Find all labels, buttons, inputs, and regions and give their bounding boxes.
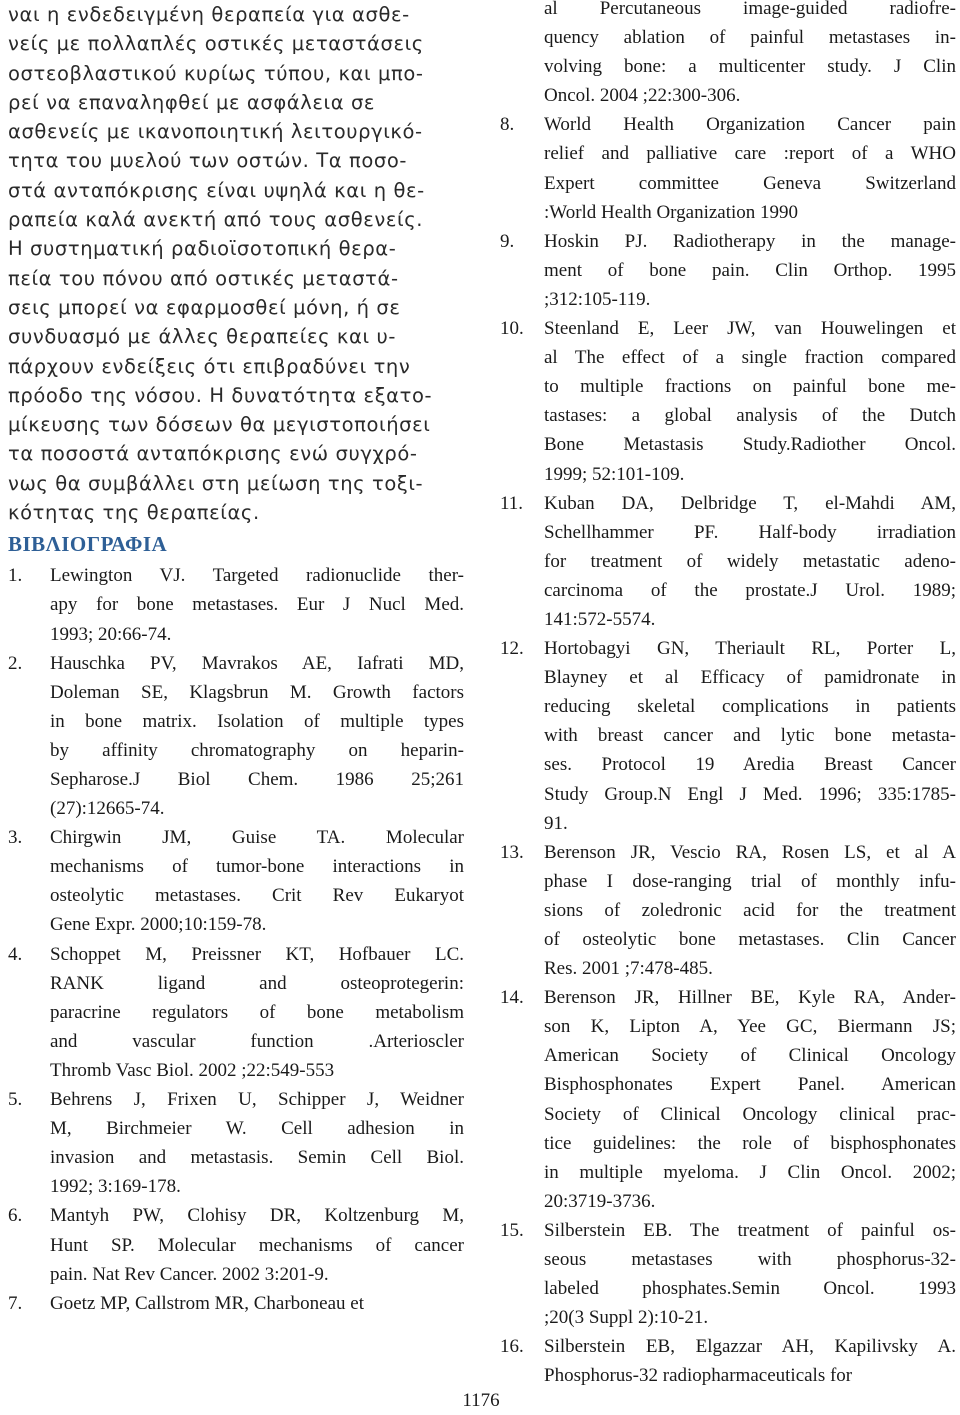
reference-item [8, 561, 464, 648]
reference-line: Gene Expr. 2000;10:159-78. [50, 914, 267, 936]
reference-text [50, 1289, 464, 1318]
reference-line: ;312:105-119. [544, 288, 651, 310]
reference-number: 7. [8, 1292, 23, 1314]
body-line: πεία του πόνου από οστικές μεταστά- [8, 266, 399, 290]
reference-item [500, 110, 956, 226]
reference-item [8, 1085, 464, 1201]
reference-text [544, 110, 956, 226]
reference-line: seous metastases with phosphorus-32- [544, 1249, 956, 1271]
reference-line: Hauschka PV, Mavrakos AE, Iafrati MD, [50, 652, 464, 674]
reference-line: Phosphorus-32 radiopharmaceuticals for [544, 1365, 853, 1387]
reference-line: mechanisms of tumor-bone interactions in [50, 856, 464, 878]
continuation-line: al Percutaneous image-guided radiofre- [544, 0, 956, 19]
body-line: πρόοδο της νόσου. Η δυνατότητα εξατο- [8, 383, 433, 407]
reference-line: Lewington VJ. Targeted radionuclide ther- [50, 565, 464, 587]
reference-line: to multiple fractions on painful bone me- [544, 376, 956, 398]
reference-number: 8. [500, 114, 515, 136]
reference-line: RANK ligand and osteoprotegerin: [50, 972, 464, 994]
reference-list-left [8, 561, 464, 1317]
reference-line: tice guidelines: the role of bisphosphonates [544, 1132, 956, 1154]
body-line: ναι η ενδεδειγμένη θεραπεία για ασθε- [8, 3, 410, 26]
reference-number: 6. [8, 1205, 23, 1227]
reference-number: 12. [500, 638, 524, 660]
reference-number: 2. [8, 652, 23, 674]
reference-number: 16. [500, 1336, 524, 1358]
reference-line: sions of zoledronic acid for the treatment [544, 899, 956, 921]
reference-line: World Health Organization Cancer pain [544, 114, 956, 136]
reference-number: 9. [500, 230, 515, 252]
reference-line: Society of Clinical Oncology clinical prac- [544, 1103, 956, 1125]
reference-line: in multiple myeloma. J Clin Oncol. 2002; [544, 1161, 956, 1183]
reference-item [500, 314, 956, 489]
reference-line: Behrens J, Frixen U, Schipper J, Weidner [50, 1089, 464, 1111]
reference-item [8, 649, 464, 824]
reference-item [500, 838, 956, 983]
reference-item [8, 1289, 464, 1318]
reference-line: tastases: a global analysis of the Dutch [544, 405, 956, 427]
reference-text [50, 1201, 464, 1288]
body-line: νείς με πολλαπλές οστικές μεταστάσεις [8, 32, 424, 56]
reference-line: carcinoma of the prostate.J Urol. 1989; [544, 579, 956, 601]
reference-number: 3. [8, 827, 23, 849]
reference-line: Doleman SE, Klagsbrun M. Growth factors [50, 681, 464, 703]
reference-text [50, 1085, 464, 1201]
reference-line: son K, Lipton A, Yee GC, Biermann JS; [544, 1016, 956, 1038]
reference-text [544, 1216, 956, 1332]
reference-line: Study Group.N Engl J Med. 1996; 335:1785- [544, 783, 956, 805]
body-line: οστεοβλαστικού κυρίως τύπου, και μπο- [8, 61, 424, 85]
reference-line: Hortobagyi GN, Theriault RL, Porter L, [544, 638, 956, 660]
reference-line: ses. Protocol 19 Aredia Breast Cancer [544, 754, 956, 776]
reference-text [544, 314, 956, 489]
reference-line: Sepharose.J Biol Chem. 1986 25;261 [50, 769, 464, 790]
reference-line: Steenland E, Leer JW, van Houwelingen et [544, 318, 956, 340]
reference-line: and vascular function .Arterioscler [50, 1030, 464, 1052]
reference-line: with breast cancer and lytic bone metasta- [544, 725, 956, 747]
reference-text [544, 227, 956, 314]
page-number: 1176 [462, 1390, 500, 1411]
reference-item [500, 489, 956, 634]
reference-line: apy for bone metastases. Eur J Nucl Med. [50, 594, 464, 616]
reference-line: Silberstein EB. The treatment of painful os- [544, 1219, 956, 1241]
reference-item [500, 634, 956, 838]
body-line: ασθενείς με ικανοποιητική λειτουργικό- [8, 120, 423, 144]
reference-number: 4. [8, 943, 23, 965]
reference-text [544, 489, 956, 634]
reference-number: 13. [500, 841, 524, 863]
reference-line: Chirgwin JM, Guise TA. Molecular [50, 827, 464, 849]
reference-line: :World Health Organization 1990 [544, 201, 799, 223]
reference-text [544, 838, 956, 983]
body-line: σεις μπορεί να εφαρμοσθεί μόνη, ή σε [8, 295, 401, 319]
body-line: μίκευσης των δόσεων θα μεγιστοποιήσει [8, 413, 431, 437]
reference-number: 15. [500, 1219, 524, 1241]
reference-line: Hoskin PJ. Radiotherapy in the manage- [544, 230, 956, 252]
reference-line: Blayney et al Efficacy of pamidronate in [544, 667, 956, 689]
reference-line: ment of bone pain. Clin Orthop. 1995 [544, 259, 956, 281]
reference-number: 11. [500, 492, 524, 514]
reference-line: by affinity chromatography on heparin- [50, 739, 464, 761]
reference-list-right [500, 110, 956, 1390]
reference-number: 1. [8, 565, 23, 587]
body-paragraph [8, 0, 464, 527]
reference-number: 5. [8, 1089, 23, 1111]
body-line: νως θα συμβάλλει στη μείωση της τοξι- [8, 471, 424, 495]
reference-item [8, 1201, 464, 1288]
reference-item [500, 227, 956, 314]
reference-line: reducing skeletal complications in patients [544, 696, 956, 718]
reference-continuation [500, 0, 956, 110]
reference-line: Goetz MP, Callstrom MR, Charboneau et [50, 1292, 364, 1314]
reference-number: 14. [500, 987, 524, 1009]
reference-text [544, 983, 956, 1216]
reference-line: 1993; 20:66-74. [50, 623, 172, 645]
body-line: πάρχουν ενδείξεις ότι επιβραδύνει την [8, 354, 411, 378]
body-line: ρεί να επαναληφθεί με ασφάλεια σε [8, 90, 376, 114]
reference-text [544, 1332, 956, 1390]
reference-line: relief and palliative care :report of a WHO [544, 143, 956, 165]
reference-line: ;20(3 Suppl 2):10-21. [544, 1307, 709, 1329]
reference-text [544, 634, 956, 838]
reference-line: Expert committee Geneva Switzerland [544, 172, 956, 194]
reference-line: osteolytic metastases. Crit Rev Eukaryot [50, 885, 464, 907]
reference-line: Berenson JR, Vescio RA, Rosen LS, et al A [544, 841, 956, 863]
body-line: Η συστηματική ραδιοϊσοτοπική θερα- [8, 237, 397, 261]
body-line: τα ποσοστά ανταπόκρισης ενώ συγχρό- [8, 442, 418, 466]
reference-text [50, 561, 464, 648]
reference-line: 1999; 52:101-109. [544, 463, 685, 485]
reference-text [50, 649, 464, 824]
reference-line: pain. Nat Rev Cancer. 2002 3:201-9. [50, 1263, 329, 1285]
reference-line: Bone Metastasis Study.Radiother Oncol. [544, 434, 956, 456]
reference-text [50, 823, 464, 939]
continuation-line: volving bone: a multicenter study. J Clin [544, 56, 956, 78]
reference-line: Thromb Vasc Biol. 2002 ;22:549-553 [50, 1059, 335, 1081]
reference-item [8, 823, 464, 939]
body-line: ραπεία καλά ανεκτή από τους ασθενείς. [8, 208, 424, 232]
reference-line: Berenson JR, Hillner BE, Kyle RA, Ander- [544, 987, 956, 1009]
reference-line: Res. 2001 ;7:478-485. [544, 958, 713, 980]
reference-item [500, 1332, 956, 1390]
reference-line: in bone matrix. Isolation of multiple types [50, 710, 464, 732]
reference-line: 20:3719-3736. [544, 1190, 656, 1212]
reference-line: paracrine regulators of bone metabolism [50, 1001, 464, 1023]
right-column [500, 0, 956, 1391]
reference-line: Schellhammer PF. Half-body irradiation [544, 521, 956, 543]
reference-line: invasion and metastasis. Semin Cell Biol. [50, 1147, 464, 1169]
reference-line: (27):12665-74. [50, 798, 165, 820]
reference-line: Hunt SP. Molecular mechanisms of cancer [50, 1234, 464, 1256]
body-line: συνδυασμό με άλλες θεραπείες και υ- [8, 325, 396, 349]
reference-item [500, 1216, 956, 1332]
reference-line: Silberstein EB, Elgazzar AH, Kapilivsky A. [544, 1336, 956, 1358]
reference-item [8, 940, 464, 1085]
reference-line: 1992; 3:169-178. [50, 1176, 181, 1198]
reference-line: 91. [544, 812, 568, 834]
body-line: κότητας της θεραπείας. [8, 501, 260, 525]
reference-line: Kuban DA, Delbridge T, el-Mahdi AM, [544, 492, 956, 514]
references-heading: ΒΙΒΛΙΟΓΡΑΦΙΑ [8, 532, 168, 557]
left-column [8, 0, 464, 1318]
reference-text [50, 940, 464, 1085]
body-line: τητα του μυελού των οστών. Τα ποσο- [8, 149, 407, 173]
continuation-line: quency ablation of painful metastases in- [544, 27, 956, 49]
reference-line: for treatment of widely metastatic adeno- [544, 550, 956, 572]
reference-line: Schoppet M, Preissner KT, Hofbauer LC. [50, 943, 464, 965]
reference-line: Bisphosphonates Expert Panel. American [544, 1074, 956, 1096]
continuation-line: Oncol. 2004 ;22:300-306. [544, 85, 741, 107]
reference-line: American Society of Clinical Oncology [544, 1045, 956, 1067]
reference-line: 141:572-5574. [544, 608, 656, 630]
reference-line: labeled phosphates.Semin Oncol. 1993 [544, 1278, 956, 1300]
body-line: στά ανταπόκρισης είναι υψηλά και η θε- [8, 178, 425, 202]
reference-item [500, 983, 956, 1216]
reference-line: Mantyh PW, Clohisy DR, Koltzenburg M, [50, 1205, 464, 1227]
reference-number: 10. [500, 318, 524, 340]
reference-line: phase I dose-ranging trial of monthly infu- [544, 870, 956, 892]
reference-line: al The effect of a single fraction compared [544, 347, 956, 369]
reference-line: of osteolytic bone metastases. Clin Cancer [544, 929, 956, 950]
reference-line: M, Birchmeier W. Cell adhesion in [50, 1118, 464, 1140]
